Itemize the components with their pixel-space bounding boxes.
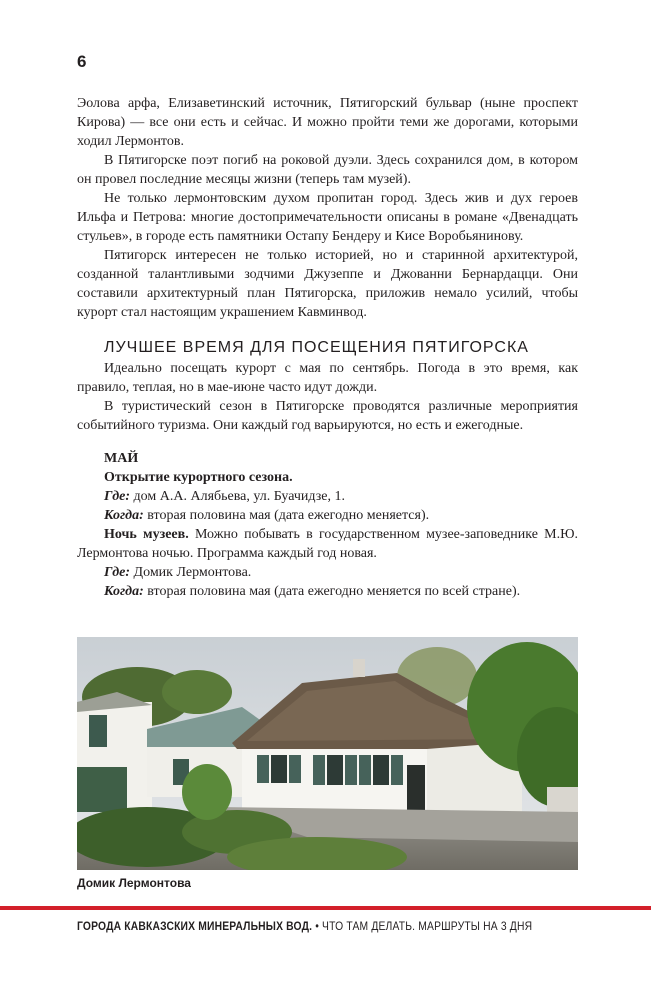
- page-number: 6: [77, 52, 87, 71]
- where-label: Где:: [104, 489, 131, 504]
- intro-paragraph-1: Эолова арфа, Елизаветинский источник, Пятигорский бульвар (ныне проспект Кирова) — все они есть и сейчас. И можно пройти теми же дорогами, которыми ходил Лермонтов.: [77, 96, 578, 149]
- main-text: [77, 94, 578, 601]
- footer-separator: •: [312, 919, 323, 933]
- intro-paragraph-2: В Пятигорске поэт погиб на роковой дуэли. Здесь сохранился дом, в котором он провел последние месяцы жизни (теперь там музей).: [77, 153, 578, 187]
- when-label: Когда:: [104, 508, 144, 523]
- event2-desc-text: Можно побывать в государственном музее-заповеднике М.Ю. Лермонтова ночью. Программа каждый год новая.: [77, 527, 578, 561]
- when-label: Когда:: [104, 584, 144, 599]
- section-paragraph-2: В туристический сезон в Пятигорске проводятся различные мероприятия событийного туризма. Они каждый год варьируются, но есть и ежегодные.: [77, 399, 578, 433]
- where-label: Где:: [104, 565, 131, 580]
- section-paragraph-1: Идеально посещать курорт с мая по сентябрь. Погода в это время, как правило, теплая, но в мае-июне часто идут дожди.: [77, 361, 578, 395]
- event1-title-text: Открытие курортного сезона.: [104, 470, 293, 485]
- footer-divider: [0, 906, 651, 910]
- footer-chapter-title: ЧТО ТАМ ДЕЛАТЬ. МАРШРУТЫ НА 3 ДНЯ: [322, 919, 533, 933]
- event2-when-value: вторая половина мая (дата ежегодно меняется по всей стране).: [143, 584, 521, 599]
- intro-paragraph-3: Не только лермонтовским духом пропитан город. Здесь жив и дух героев Ильфа и Петрова: многие достопримечательности описаны в романе «Двенадцать стульев», в городе есть памятники Остапу Бендеру и Кисе Воробьянинову.: [77, 191, 578, 244]
- intro-paragraph-4: Пятигорск интересен не только историей, но и старинной архитектурой, созданной талантливыми зодчими Джузеппе и Джованни Бернардацци. Они составили архитектурный план Пятигорска, приложив немало усилий, чтобы курорт стал настоящим украшением Кавминвод.: [77, 248, 578, 320]
- event2-title-text: Ночь музеев.: [104, 527, 189, 542]
- event2-where: [77, 563, 578, 582]
- event1-when: [77, 506, 578, 525]
- lermontov-house-photo: [77, 637, 578, 870]
- event2-description: [77, 525, 578, 563]
- footer-book-title: ГОРОДА КАВКАЗСКИХ МИНЕРАЛЬНЫХ ВОД.: [77, 919, 313, 933]
- event1-where: [77, 487, 578, 506]
- event1-when-value: вторая половина мая (дата ежегодно меняется).: [143, 508, 430, 523]
- event2-where-value: Домик Лермонтова.: [130, 565, 252, 580]
- event1-where-value: дом А.А. Алябьева, ул. Буачидзе, 1.: [130, 489, 345, 504]
- event2-when: [77, 582, 578, 601]
- section-heading: ЛУЧШЕЕ ВРЕМЯ ДЛЯ ПОСЕЩЕНИЯ ПЯТИГОРСКА: [104, 339, 529, 356]
- event1-title: [77, 468, 578, 487]
- photo-caption: Домик Лермонтова: [77, 876, 191, 890]
- running-footer: [77, 919, 532, 933]
- month-heading: МАЙ: [104, 451, 139, 466]
